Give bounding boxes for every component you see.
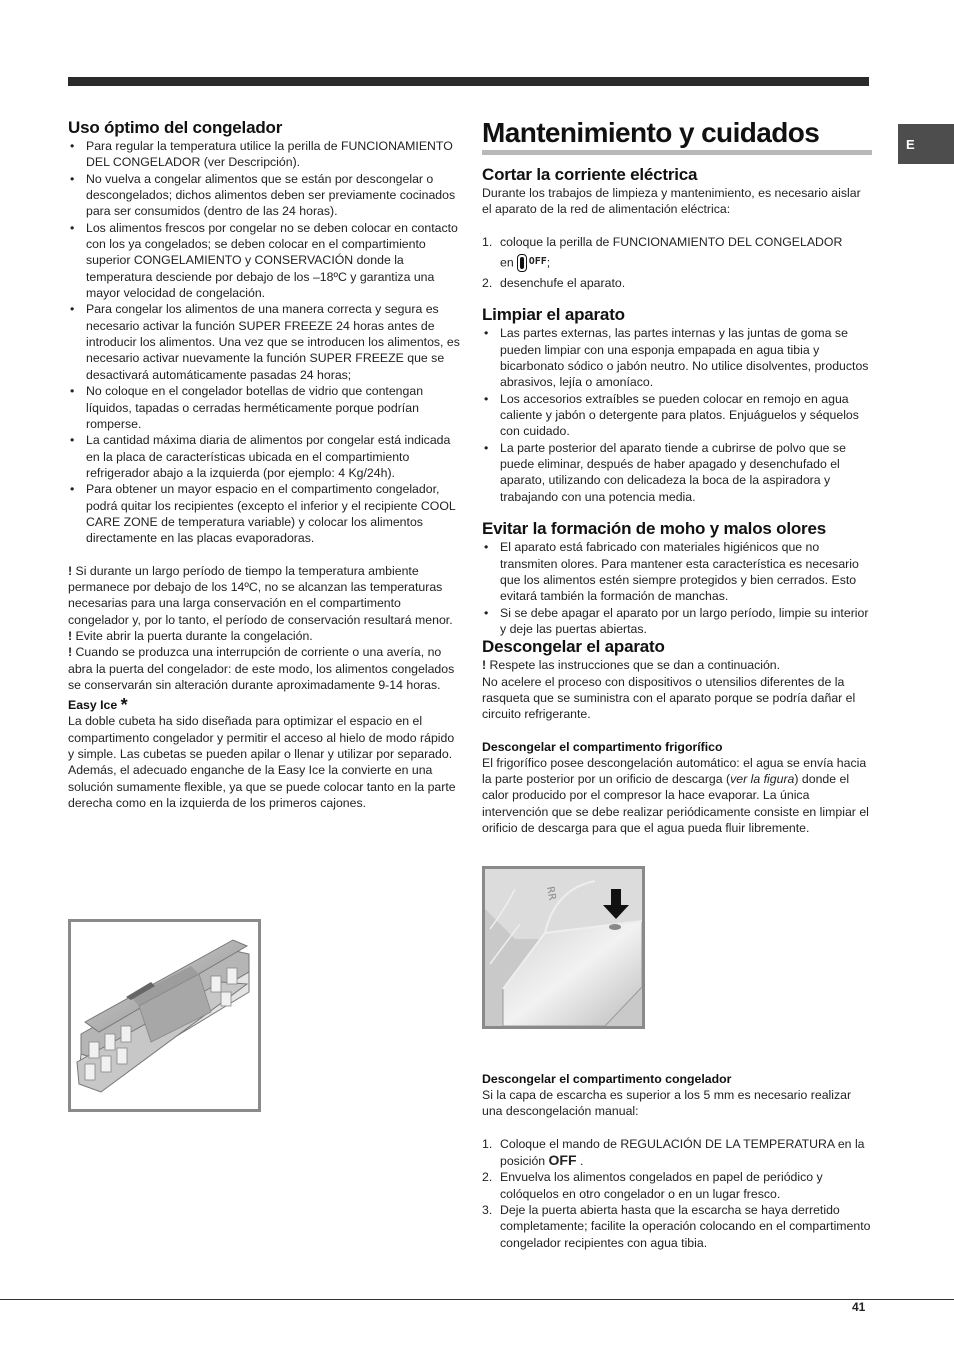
section-title-power: Cortar la corriente eléctrica xyxy=(482,165,698,184)
warning-text: Evite abrir la puerta durante la congelación. xyxy=(72,628,313,643)
step-number: 1. xyxy=(482,1136,493,1151)
warning-mark: ! xyxy=(68,628,73,643)
list-item: • La parte posterior del aparato tiende a cubrirse de polvo que se puede eliminar, después de haber apagado y desenchufado el aparato, utilizando con delicadeza la boca de la aspiradora y trabajando con una potencia media. xyxy=(482,440,872,505)
step-text: Coloque el mando de REGULACIÓN DE LA TEMPERATURA en la posición xyxy=(500,1136,865,1169)
freezer-defrost-steps xyxy=(482,1136,872,1251)
defrost-note xyxy=(482,657,872,673)
warning-note xyxy=(68,563,460,628)
off-symbol: OFF xyxy=(528,256,547,268)
paragraph-text: ) donde el calor producido por el compresor la hace evaporar. La única intervención que se debe realizar periódicamente consiste en limpiar el orificio de descarga para que el agua pueda fluir libremente. xyxy=(482,771,869,835)
warning-mark: ! xyxy=(68,645,73,660)
step-text: . xyxy=(579,1154,584,1169)
list-item: • Los accesorios extraíbles se pueden colocar en remojo en agua caliente y jabón o detergente para platos. Enjuáguelos y séquelos con cuidado. xyxy=(482,391,872,440)
list-item: • Los alimentos frescos por congelar no se deben colocar en contacto con los ya congelados; se deben colocar en el compartimiento superior CONGELAMIENTO y CONSERVACIÓN donde la temperatura desciende por debajo de los –18ºC y garantiza una mayor velocidad de congelación. xyxy=(68,220,460,302)
subsection-title-fridge-defrost: Descongelar el compartimento frigorífico xyxy=(482,739,723,754)
easy-ice-title-text: Easy Ice xyxy=(68,698,118,713)
list-item xyxy=(482,1136,872,1170)
step-text: coloque la perilla de FUNCIONAMIENTO DEL CONGELADOR xyxy=(500,234,843,249)
warning-mark: ! xyxy=(482,658,487,673)
mold-list xyxy=(482,539,872,637)
list-item: • Las partes externas, las partes internas y las juntas de goma se pueden limpiar con una esponja empapada en agua tibia y bicarbonato sódico o jabón neutro. No utilice disolventes, productos abrasivos, lejía o amoníaco. xyxy=(482,325,872,390)
power-steps xyxy=(482,234,872,292)
footer-rule xyxy=(0,1299,954,1300)
step-text: ; xyxy=(546,255,551,270)
step-number: 2. xyxy=(482,1170,493,1185)
freezer-use-list xyxy=(68,138,460,547)
list-item: • Para obtener un mayor espacio en el compartimento congelador, podrá quitar los recipientes (excepto el inferior y el recipiente COOL CARE ZONE de temperatura variable) y colocar los alimentos directamente en las placas evaporadoras. xyxy=(68,481,460,546)
list-item xyxy=(482,1169,872,1202)
list-item xyxy=(482,1202,872,1251)
knob-icon xyxy=(517,254,527,272)
section-title-freezer-use: Uso óptimo del congelador xyxy=(68,118,283,137)
warning-text: Cuando se produzca una interrupción de corriente o una avería, no abra la puerta del congelador: de este modo, los alimentos congelados se conservarán sin alteración durante aproximadamente 9-14 horas. xyxy=(68,645,455,692)
step-text: Deje la puerta abierta hasta que la escarcha se haya derretido completamente; facilite la operación colocando en el compartimento congelador recipientes con agua tibia. xyxy=(500,1203,871,1250)
defrost-note-text: Respete las instrucciones que se dan a continuación. xyxy=(486,658,781,673)
list-item xyxy=(482,234,872,272)
warning-text: Si durante un largo período de tiempo la temperatura ambiente permanece por debajo de los 14ºC, no se alcanzan las temperaturas necesarias para una larga conservación en el compartimento congelador y, por lo tanto, el período de conservación resultará menor. xyxy=(68,563,453,627)
page-number: 41 xyxy=(852,1300,866,1314)
step-text: desenchufe el aparato. xyxy=(500,276,626,291)
warning-note xyxy=(68,644,460,693)
page-title: Mantenimiento y cuidados xyxy=(482,117,820,148)
freezer-defrost-block xyxy=(482,1071,872,1251)
easy-ice-paragraph: Además, el adecuado enganche de la Easy Ice la convierte en una solución sumamente flexible, ya que se puede colocar tanto en la parte derecha como en la izquierda de los primeros cajones. xyxy=(68,763,456,811)
defrost-paragraph: No acelere el proceso con dispositivos o utensilios diferentes de la rasqueta que se suministra con el aparato porque se podría dañar el circuito refrigerante. xyxy=(482,674,856,722)
language-tab xyxy=(898,124,954,164)
fridge-defrost-paragraph xyxy=(482,755,872,837)
language-tab-label: E xyxy=(906,136,915,152)
section-title-cleaning: Limpiar el aparato xyxy=(482,305,625,325)
section-title-defrost: Descongelar el aparato xyxy=(482,637,665,657)
svg-text:RR: RR xyxy=(544,885,558,902)
step-text: en xyxy=(500,255,514,270)
step-text: Envuelva los alimentos congelados en papel de periódico y colóquelos en otro congelador o en un lugar fresco. xyxy=(500,1170,823,1201)
right-column xyxy=(482,116,872,836)
title-underline xyxy=(482,150,872,155)
list-item xyxy=(482,275,872,291)
power-intro: Durante los trabajos de limpieza y mantenimiento, es necesario aislar el aparato de la red de alimentación eléctrica: xyxy=(482,186,861,217)
step-number: 2. xyxy=(482,276,493,291)
list-item: • Para congelar los alimentos de una manera correcta y segura es necesario activar la función SUPER FREEZE 24 horas antes de introducir los alimentos. Una vez que se introducen los alimentos, es necesario activar nuevamente la función SUPER FREEZE que se desactivará automáticamente pasadas 24 horas; xyxy=(68,301,460,383)
list-item: • No vuelva a congelar alimentos que se están por descongelar o descongelados; dichos alimentos deben ser previamente cocinados para ser consumidos (dentro de las 24 horas). xyxy=(68,171,460,220)
left-column xyxy=(68,118,460,811)
section-title-mold: Evitar la formación de moho y malos olores xyxy=(482,519,826,539)
figure-reference: ver la figura xyxy=(730,771,795,786)
drain-hole-illustration xyxy=(485,869,642,1026)
paragraph-text: El frigorífico posee descongelación automático: el agua se envía hacia la parte posterior por un orificio de descarga ( xyxy=(482,755,867,786)
easy-ice-paragraph: La doble cubeta ha sido diseñada para optimizar el espacio en el compartimento congelador y permitir el acceso al hielo de modo rápido y simple. Las cubetas se pueden apilar o llenar y utilizar por separado. xyxy=(68,714,455,762)
easy-ice-title xyxy=(68,695,460,716)
off-symbol: OFF xyxy=(548,1152,577,1169)
ice-tray-illustration xyxy=(71,922,258,1109)
easy-ice-tray-image xyxy=(68,919,261,1112)
step-number: 3. xyxy=(482,1203,493,1218)
header-rule xyxy=(68,77,869,86)
list-item: • La cantidad máxima diaria de alimentos por congelar está indicada en la placa de características ubicada en el compartimiento refrigerador abajo a la izquierda (por ejemplo: 4 Kg/24h). xyxy=(68,432,460,481)
list-item: • Si se debe apagar el aparato por un largo período, limpie su interior y deje las puertas abiertas. xyxy=(482,605,872,638)
drain-hole-image xyxy=(482,866,645,1029)
subsection-title-freezer-defrost: Descongelar el compartimento congelador xyxy=(482,1072,732,1086)
list-item: • Para regular la temperatura utilice la perilla de FUNCIONAMIENTO DEL CONGELADOR (ver Descripción). xyxy=(68,138,460,171)
step-number: 1. xyxy=(482,234,493,249)
warning-note xyxy=(68,628,460,644)
freezer-defrost-intro: Si la capa de escarcha es superior a los 5 mm es necesario realizar una descongelación manual: xyxy=(482,1088,852,1119)
footnote-star: * xyxy=(120,695,128,716)
warning-mark: ! xyxy=(68,563,73,578)
list-item: • No coloque en el congelador botellas de vidrio que contengan líquidos, tapadas o cerradas herméticamente porque podrían romperse. xyxy=(68,383,460,432)
cleaning-list xyxy=(482,325,872,505)
list-item: • El aparato está fabricado con materiales higiénicos que no transmiten olores. Para mantener esta característica es necesario que los alimentos estén siempre protegidos y bien cerrados. Esto evitará también la formación de manchas. xyxy=(482,539,872,604)
